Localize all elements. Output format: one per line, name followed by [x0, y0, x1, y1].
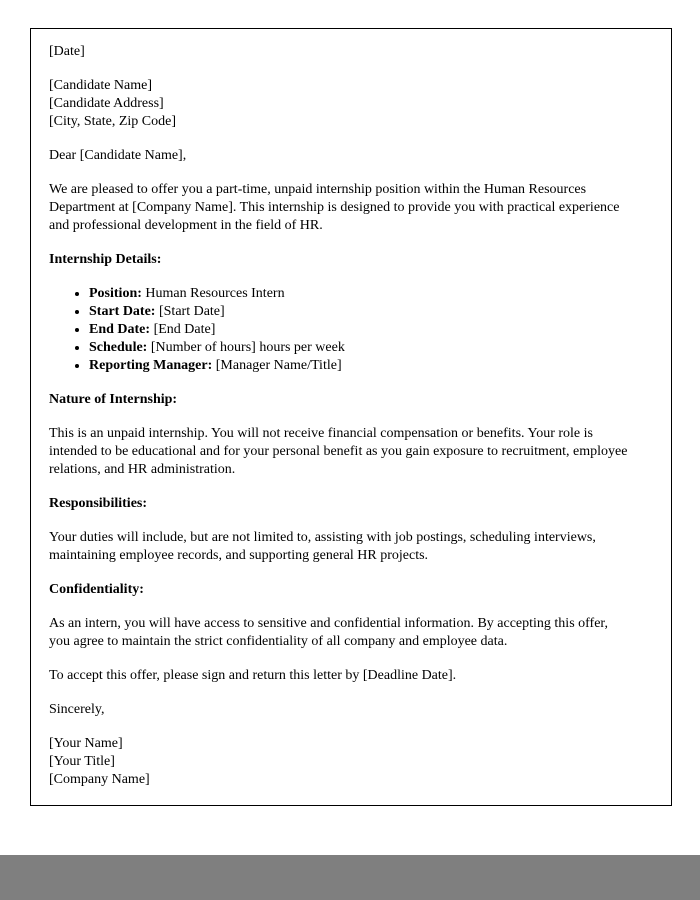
signature-name-line: [Your Name] [49, 736, 123, 751]
recipient-address-line: [Candidate Address] [49, 96, 164, 111]
internship-details-heading: Internship Details: [49, 252, 162, 267]
detail-label: Schedule: [89, 340, 148, 355]
detail-label: End Date: [89, 322, 151, 337]
confidentiality-paragraph: As an intern, you will have access to sensitive and confidential information. By accepting this offer, you agree to maintain the strict confidentiality of all company and employee data. [49, 616, 609, 649]
detail-label: Reporting Manager: [89, 358, 213, 373]
detail-label: Start Date: [89, 304, 156, 319]
internship-details-list [49, 285, 629, 375]
detail-value: [End Date] [150, 322, 216, 337]
nature-heading: Nature of Internship: [49, 392, 178, 407]
list-item [89, 339, 629, 357]
letter-page [30, 28, 672, 806]
acceptance-paragraph: To accept this offer, please sign and return this letter by [Deadline Date]. [49, 668, 457, 683]
detail-value: Human Resources Intern [141, 286, 285, 301]
signature-company-line: [Company Name] [49, 772, 150, 787]
list-item [89, 285, 629, 303]
signature-block [49, 735, 629, 789]
viewer-gray-strip [0, 855, 700, 900]
confidentiality-heading: Confidentiality: [49, 582, 144, 597]
recipient-city-line: [City, State, Zip Code] [49, 114, 177, 129]
list-item [89, 357, 629, 375]
letter-body [31, 29, 671, 789]
detail-value: [Number of hours] hours per week [147, 340, 345, 355]
date-placeholder: [Date] [49, 44, 85, 59]
signature-title-line: [Your Title] [49, 754, 115, 769]
responsibilities-heading: Responsibilities: [49, 496, 148, 511]
recipient-block [49, 77, 629, 131]
responsibilities-paragraph: Your duties will include, but are not limited to, assisting with job postings, scheduling interviews, maintaining employee records, and supporting general HR projects. [49, 530, 596, 563]
detail-value: [Manager Name/Title] [212, 358, 342, 373]
salutation: Dear [Candidate Name], [49, 148, 187, 163]
nature-paragraph: This is an unpaid internship. You will not receive financial compensation or benefits. Your role is intended to be educational and for your personal benefit as you gain exposure to recruitment, employee relations, and HR administration. [49, 426, 628, 477]
recipient-name-line: [Candidate Name] [49, 78, 153, 93]
intro-paragraph: We are pleased to offer you a part-time, unpaid internship position within the Human Resources Department at [Company Name]. This internship is designed to provide you with practical experience and professional development in the field of HR. [49, 182, 620, 233]
list-item [89, 303, 629, 321]
list-item [89, 321, 629, 339]
closing: Sincerely, [49, 702, 105, 717]
detail-label: Position: [89, 286, 142, 301]
detail-value: [Start Date] [155, 304, 225, 319]
